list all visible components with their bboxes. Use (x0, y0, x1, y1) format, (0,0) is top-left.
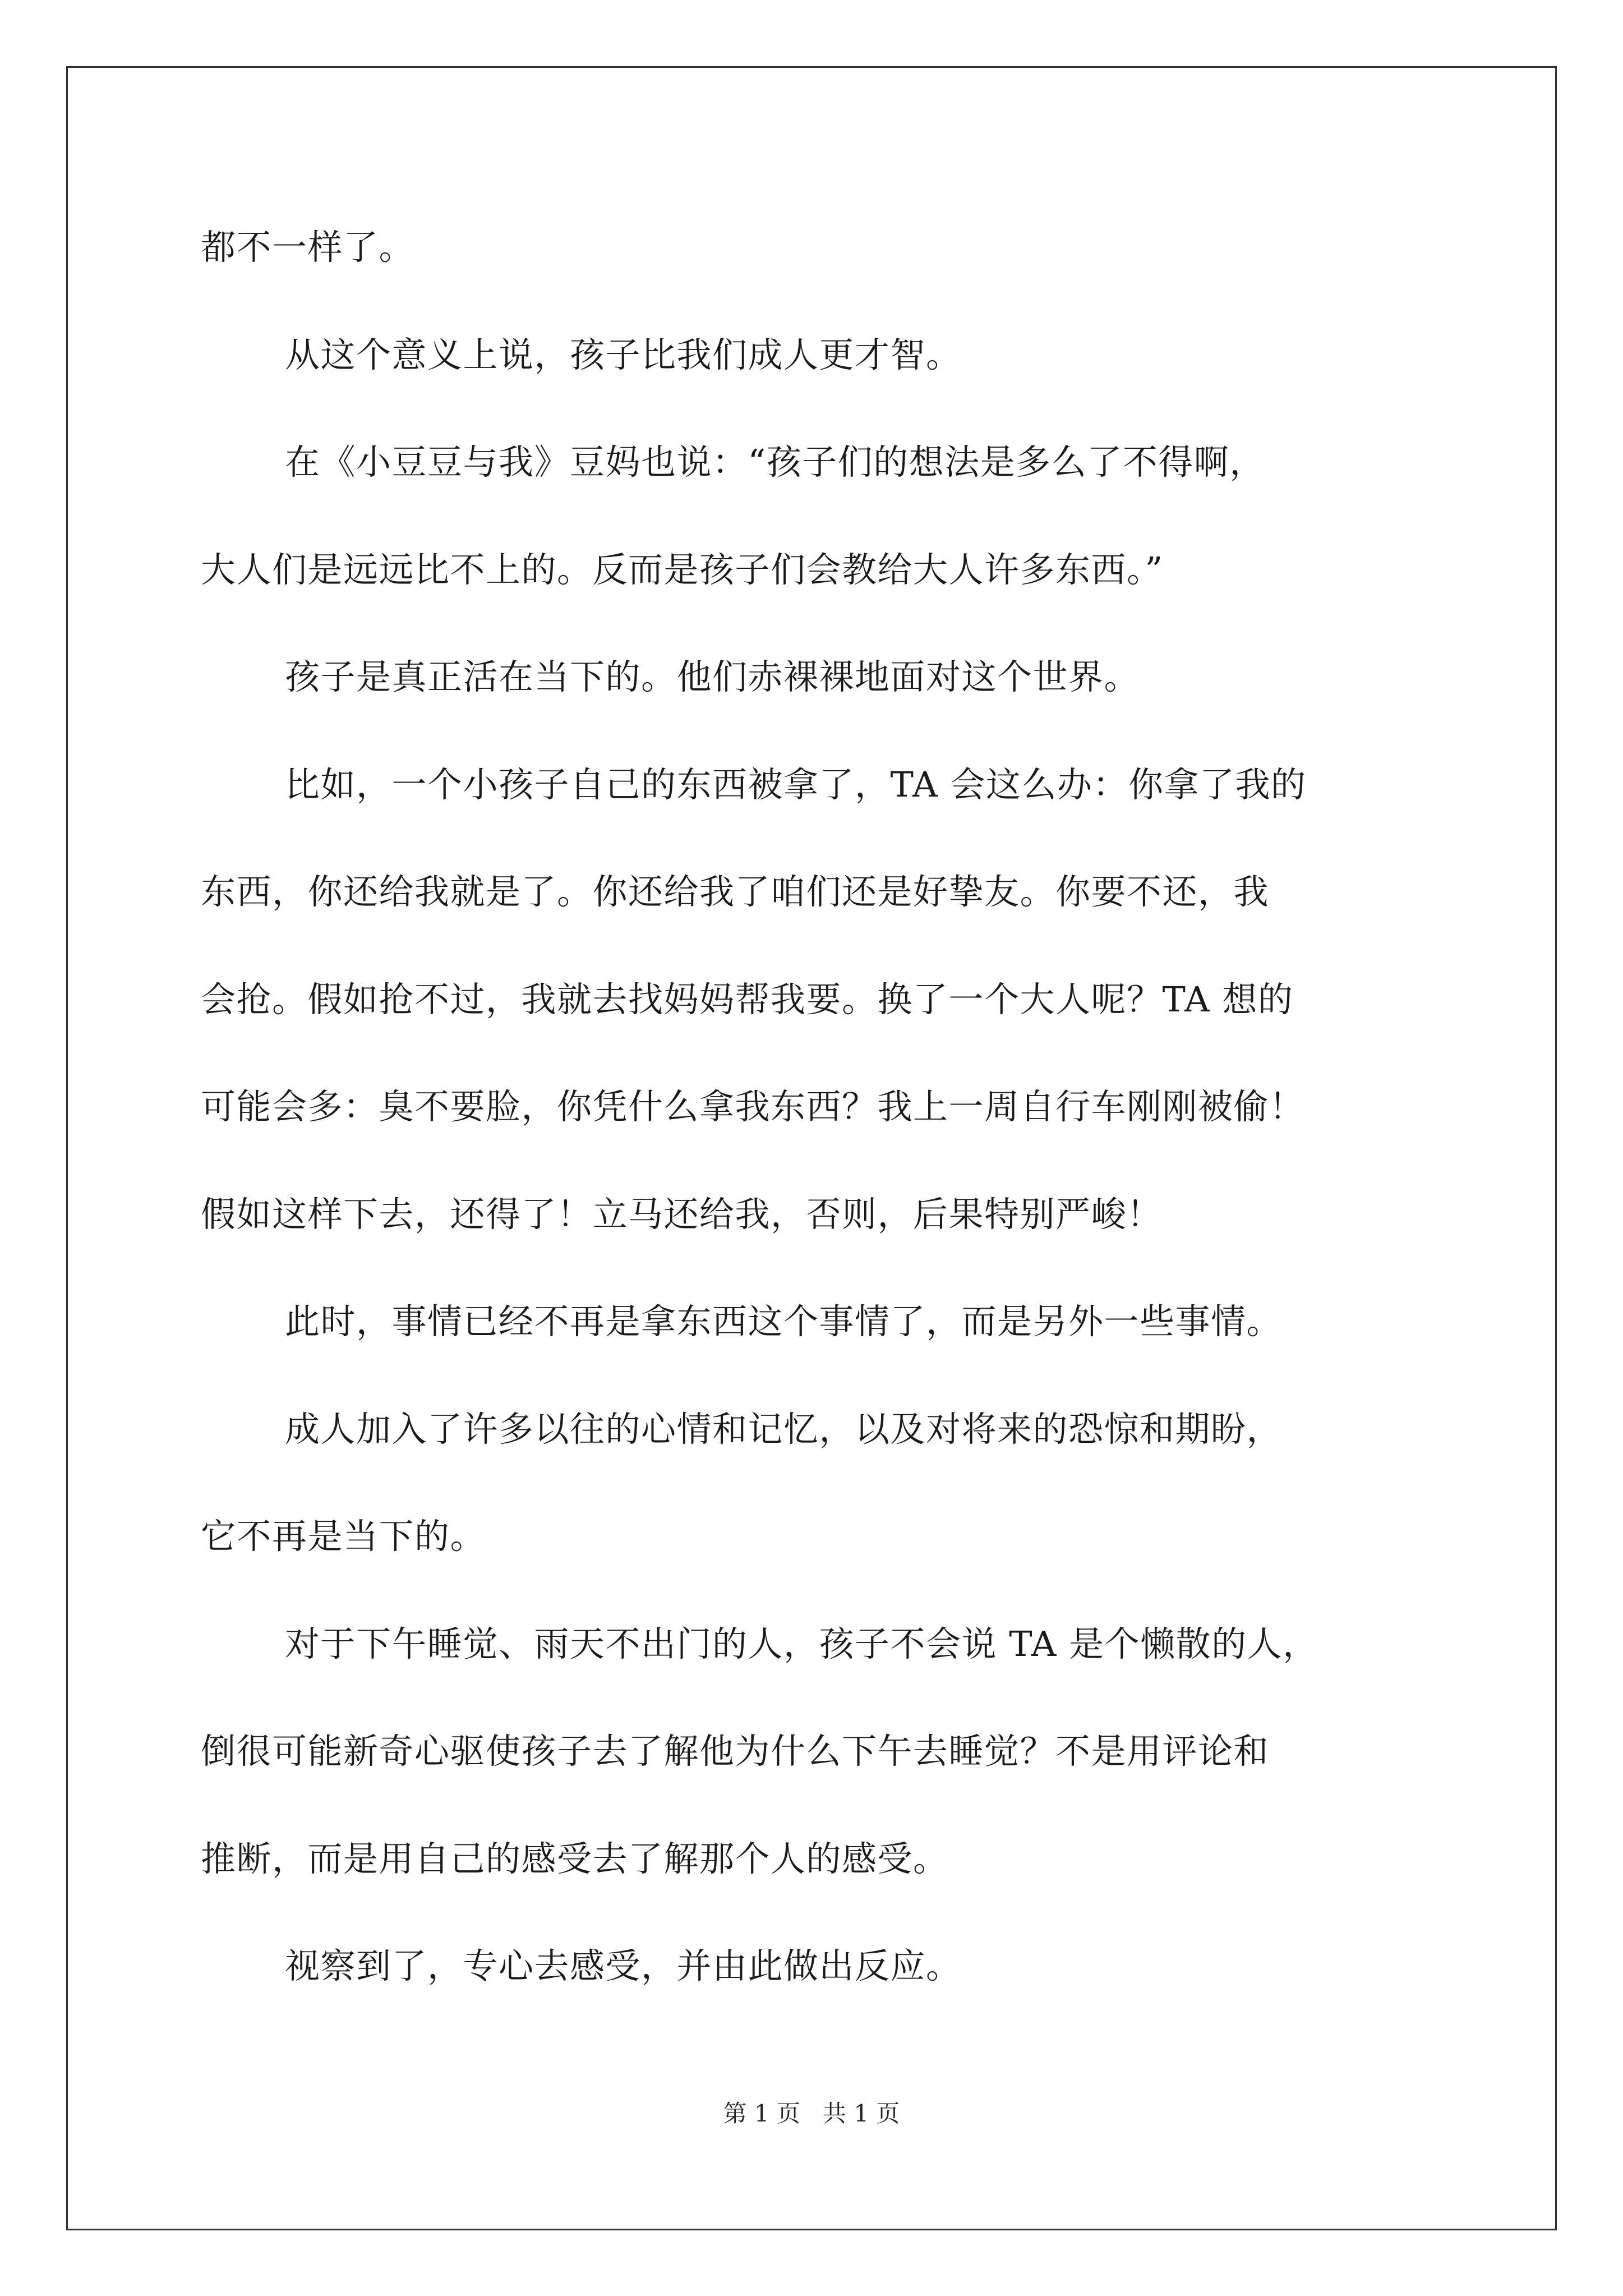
text-line: 推断，而是用自己的感受去了解那个人的感受。 (201, 1838, 949, 1879)
text-line: 在《小豆豆与我》豆妈也说：“孩子们的想法是多么了不得啊， (285, 441, 1265, 482)
text-line: 可能会多：臭不要脸，你凭什么拿我东西？我上一周自行车刚刚被偷！ (201, 1086, 1305, 1127)
text-line: 从这个意义上说，孩子比我们成人更才智。 (285, 334, 962, 375)
text-line: 假如这样下去，还得了！立马还给我，否则，后果特别严峻！ (201, 1193, 1163, 1235)
text-line: 倒很可能新奇心驱使孩子去了解他为什么下午去睡觉？不是用评论和 (201, 1731, 1270, 1772)
text-line: 对于下午睡觉、雨天不出门的人，孩子不会说 TA 是个懒散的人， (285, 1623, 1318, 1664)
text-line: 此时，事情已经不再是拿东西这个事情了，而是另外一些事情。 (285, 1301, 1283, 1342)
text-line: 都不一样了。 (201, 227, 415, 268)
text-line: 孩子是真正活在当下的。他们赤裸裸地面对这个世界。 (285, 656, 1140, 697)
text-line: 成人加入了许多以往的心情和记忆，以及对将来的恐惊和期盼， (285, 1408, 1283, 1450)
document-body (201, 194, 1440, 2020)
text-line: 大人们是远远比不上的。反而是孩子们会教给大人许多东西。” (201, 549, 1164, 590)
page-footer (0, 2097, 1623, 2131)
text-line: 东西，你还给我就是了。你还给我了咱们还是好挚友。你要不还，我 (201, 871, 1270, 912)
text-line: 它不再是当下的。 (201, 1516, 486, 1557)
text-line: 视察到了，专心去感受，并由此做出反应。 (285, 1945, 962, 1986)
page-total: 共 1 页 (823, 2100, 900, 2127)
text-line: 会抢。假如抢不过，我就去找妈妈帮我要。换了一个大人呢？TA 想的 (201, 978, 1294, 1020)
text-line: 比如，一个小孩子自己的东西被拿了，TA 会这么办：你拿了我的 (285, 763, 1307, 805)
page-number: 第 1 页 (723, 2100, 800, 2127)
